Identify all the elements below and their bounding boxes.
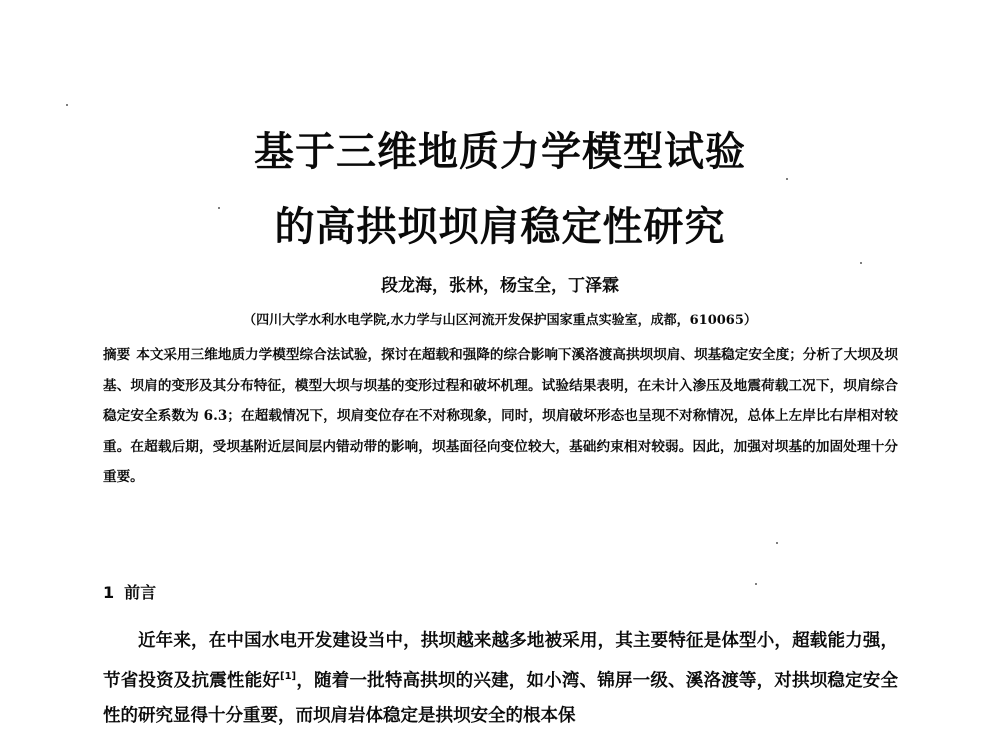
scan-speck	[218, 207, 220, 209]
section-number: 1	[103, 583, 115, 602]
author-list: 段龙海，张林，杨宝全，丁泽霖	[381, 276, 619, 296]
citation-marker: [1]	[280, 671, 297, 682]
abstract-label: 摘要	[103, 347, 131, 363]
body-text-before-citation: 近年来，在中国水电开发建设当中，拱坝越来越多地被采用，其主要特征是体型小，超载能力强，节省投资及抗震性能好	[103, 631, 898, 691]
abstract	[103, 340, 898, 493]
section-heading	[103, 580, 156, 603]
scan-speck	[786, 178, 788, 180]
body-text-after-citation: ，随着一批特高拱坝的兴建，如小湾、锦屏一级、溪洛渡等，对拱坝稳定安全性的研究显得十分重要，而坝肩岩体稳定是拱坝安全的根本保	[103, 670, 899, 726]
scan-speck	[776, 542, 778, 544]
abstract-text: 本文采用三维地质力学模型综合法试验，探讨在超载和强降的综合影响下溪洛渡高拱坝坝肩、坝基稳定安全度；分析了大坝及坝基、坝肩的变形及其分布特征，模型大坝与坝基的变形过程和破坏机理。试验结果表明，在未计入渗压及地震荷载工况下，坝肩综合稳定安全系数为 6.3；在超载情况下，坝肩变位存在不对称现象，同时，坝肩破坏形态也呈现不对称情况，总体上左岸比右岸相对较重。在超载后期，受坝基附近层间层内错动带的影响，坝基面径向变位较大，基础约束相对较弱。因此，加强对坝基的加固处理十分重要。	[103, 347, 899, 485]
scan-speck	[66, 104, 68, 106]
affiliation: （四川大学水利水电学院,水力学与山区河流开发保护国家重点实验室，成都，610065）	[243, 313, 757, 328]
scan-speck	[860, 262, 862, 264]
body-paragraph	[103, 624, 898, 734]
scan-speck	[755, 583, 757, 585]
title-line-2: 的高拱坝坝肩稳定性研究	[274, 204, 726, 250]
title-line-1: 基于三维地质力学模型试验	[254, 129, 746, 175]
section-title: 前言	[124, 583, 157, 602]
